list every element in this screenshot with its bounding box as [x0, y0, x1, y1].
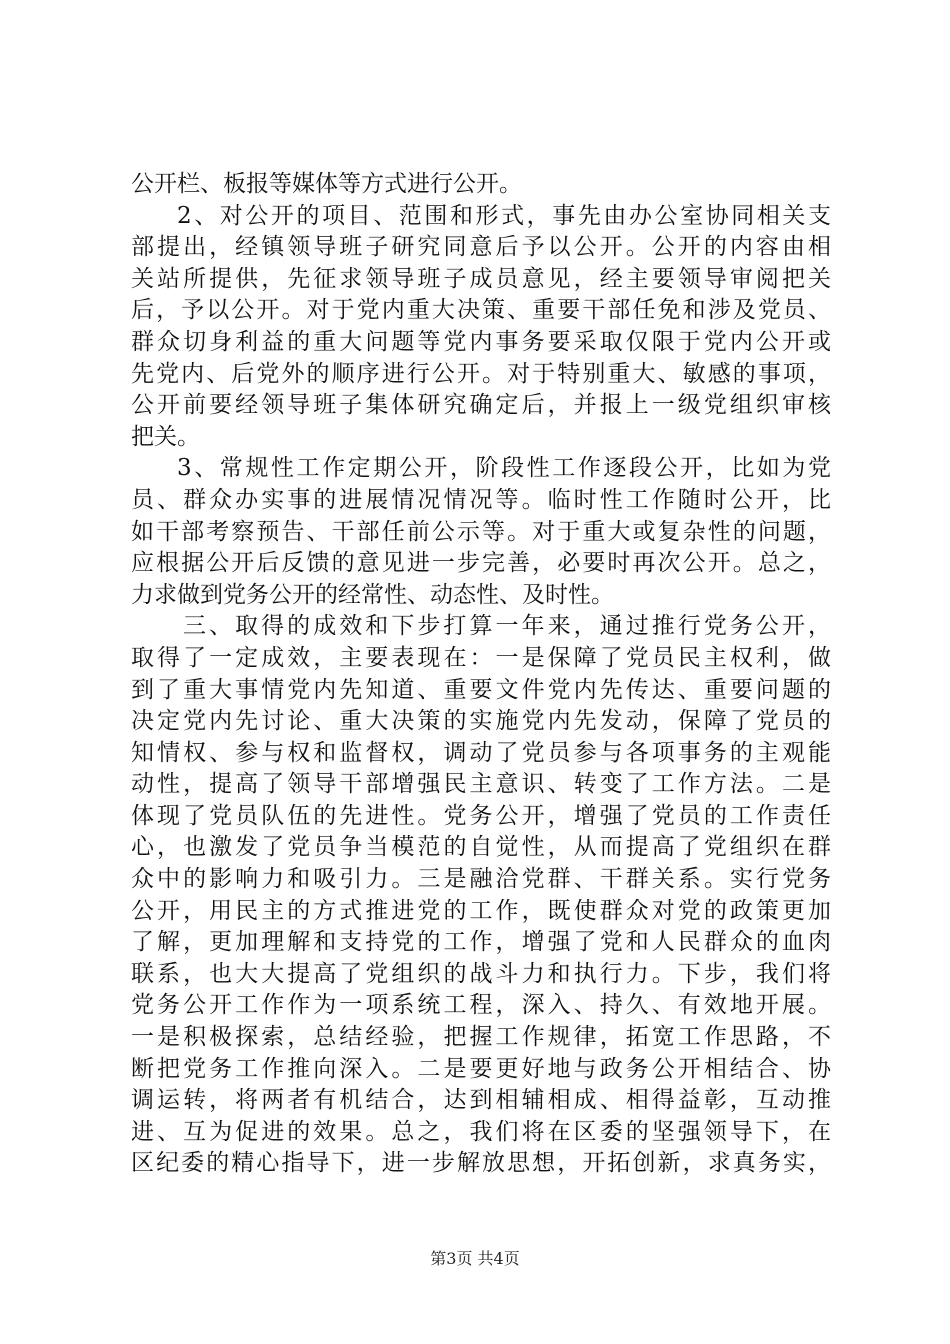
text-line: 决定党内先讨论、重大决策的实施党内先发动，保障了党员的 — [131, 708, 831, 735]
text-line: 进、互为促进的效果。总之，我们将在区委的坚强领导下，在 — [131, 1118, 831, 1145]
text-line: 到了重大事情党内先知道、重要文件党内先传达、重要问题的 — [131, 676, 831, 703]
text-line: 调运转，将两者有机结合，达到相辅相成、相得益彰，互动推 — [131, 1087, 831, 1114]
text-line: 力求做到党务公开的经常性、动态性、及时性。 — [131, 581, 614, 608]
body-text — [131, 169, 831, 1180]
text-line: 联系，也大大提高了党组织的战斗力和执行力。下步，我们将 — [131, 960, 831, 987]
text-line: 把关。 — [131, 423, 200, 450]
text-line: 动性，提高了领导干部增强民主意识、转变了工作方法。二是 — [131, 771, 831, 798]
text-line: 公开栏、板报等媒体等方式进行公开。 — [131, 171, 522, 197]
text-line: 应根据公开后反馈的意见进一步完善，必要时再次公开。总之， — [131, 550, 831, 577]
page-number: 第3页 共4页 — [430, 1249, 520, 1268]
text-line: 一是积极探索，总结经验，把握工作规律，拓宽工作思路，不 — [131, 1024, 831, 1051]
text-line: 部提出，经镇领导班子研究同意后予以公开。公开的内容由相 — [131, 234, 831, 261]
text-line: 关站所提供，先征求领导班子成员意见，经主要领导审阅把关 — [131, 265, 831, 292]
text-line: 心，也激发了党员争当模范的自觉性，从而提高了党组织在群 — [131, 834, 831, 861]
text-line: 3、常规性工作定期公开，阶段性工作逐段公开，比如为党 — [177, 455, 831, 482]
text-line: 众中的影响力和吸引力。三是融洽党群、干群关系。实行党务 — [131, 866, 831, 893]
text-line: 区纪委的精心指导下，进一步解放思想，开拓创新，求真务实， — [131, 1150, 831, 1177]
text-line: 先党内、后党外的顺序进行公开。对于特别重大、敏感的事项， — [131, 360, 831, 387]
text-line: 取得了一定成效，主要表现在：一是保障了党员民主权利，做 — [131, 644, 831, 671]
text-line: 公开，用民主的方式推进党的工作，既使群众对党的政策更加 — [131, 897, 831, 924]
text-line: 断把党务工作推向深入。二是要更好地与政务公开相结合、协 — [131, 1055, 831, 1082]
text-line: 群众切身利益的重大问题等党内事务要采取仅限于党内公开或 — [131, 328, 831, 355]
text-line: 三、取得的成效和下步打算一年来，通过推行党务公开， — [183, 613, 831, 640]
text-line: 党务公开工作作为一项系统工程，深入、持久、有效地开展。 — [131, 992, 831, 1019]
text-line: 体现了党员队伍的先进性。党务公开，增强了党员的工作责任 — [131, 802, 831, 829]
text-line: 后，予以公开。对于党内重大决策、重要干部任免和涉及党员、 — [131, 297, 831, 324]
text-line: 如干部考察预告、干部任前公示等。对于重大或复杂性的问题， — [131, 518, 831, 545]
text-line: 员、群众办实事的进展情况情况等。临时性工作随时公开，比 — [131, 486, 831, 513]
text-line: 知情权、参与权和监督权，调动了党员参与各项事务的主观能 — [131, 739, 831, 766]
text-line: 2、对公开的项目、范围和形式，事先由办公室协同相关支 — [177, 202, 831, 229]
text-line: 公开前要经领导班子集体研究确定后，并报上一级党组织审核 — [131, 392, 831, 419]
text-line: 了解，更加理解和支持党的工作，增强了党和人民群众的血肉 — [131, 929, 831, 956]
